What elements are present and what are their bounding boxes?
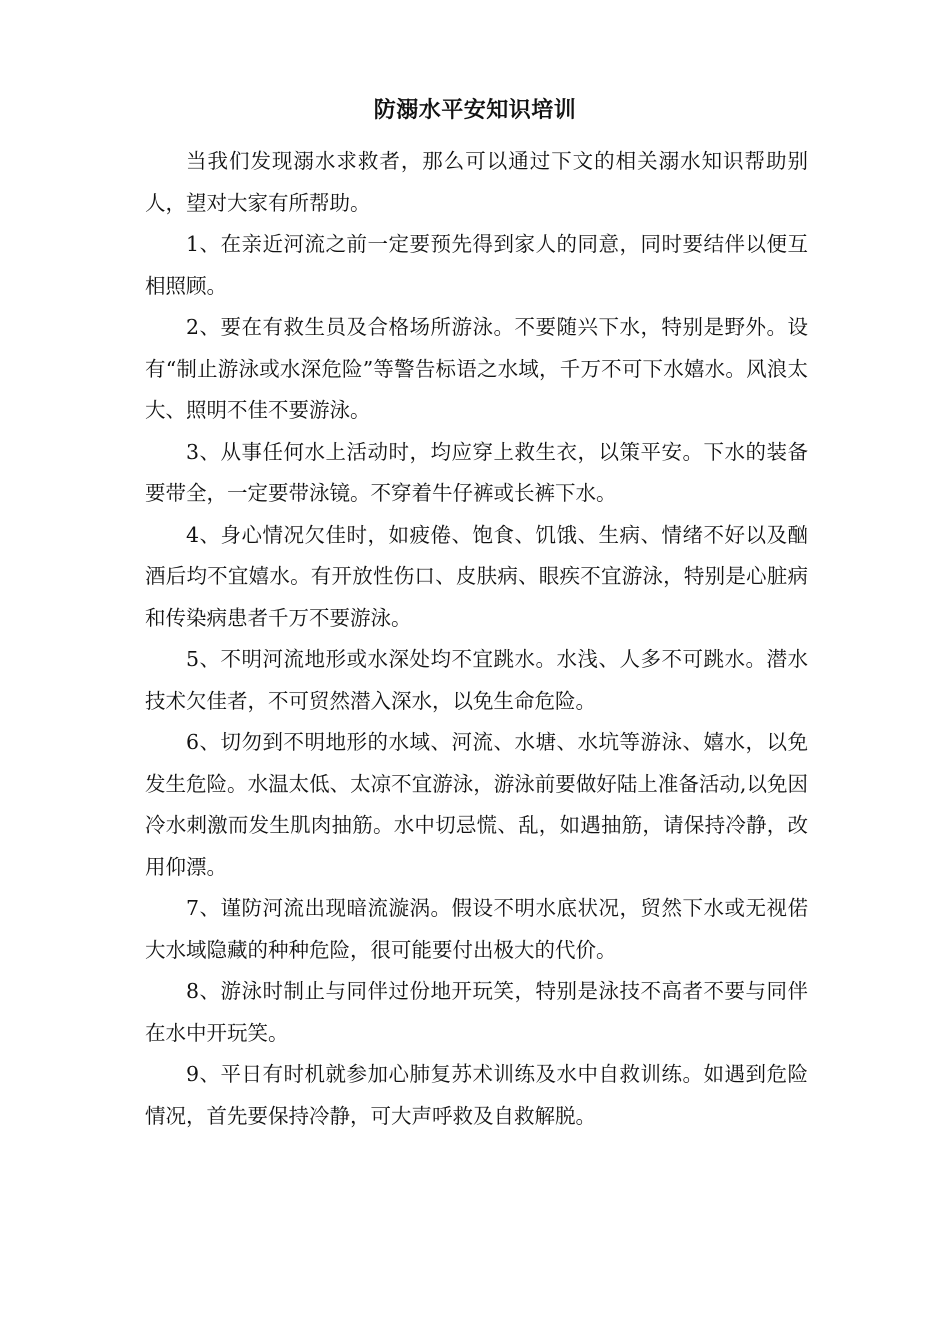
tip-paragraph-9: 9、平日有时机就参加心肺复苏术训练及水中自救训练。如遇到危险情况，首先要保持冷静，可大声呼救及自救解脱。 <box>145 1062 808 1128</box>
tip-paragraph-3: 3、从事任何水上活动时，均应穿上救生衣，以策平安。下水的装备要带全，一定要带泳镜。不穿着牛仔裤或长裤下水。 <box>145 439 808 505</box>
document-title: 防溺水平安知识培训 <box>373 97 577 123</box>
document-body <box>145 141 808 1137</box>
tip-paragraph-1: 1、在亲近河流之前一定要预先得到家人的同意，同时要结伴以便互相照顾。 <box>145 232 808 298</box>
tip-paragraph-6: 6、切勿到不明地形的水域、河流、水塘、水坑等游泳、嬉水，以免发生危险。水温太低、太凉不宜游泳，游泳前要做好陆上准备活动,以免因冷水刺激而发生肌肉抽筋。水中切忌慌、乱，如遇抽筋，请保持冷静，改用仰漂。 <box>145 730 808 879</box>
tip-paragraph-5: 5、不明河流地形或水深处均不宜跳水。水浅、人多不可跳水。潜水技术欠佳者，不可贸然潜入深水，以免生命危险。 <box>145 647 808 713</box>
tip-paragraph-2: 2、要在有救生员及合格场所游泳。不要随兴下水，特别是野外。设有“制止游泳或水深危险”等警告标语之水域，千万不可下水嬉水。风浪太大、照明不佳不要游泳。 <box>145 315 808 422</box>
intro-paragraph: 当我们发现溺水求救者，那么可以通过下文的相关溺水知识帮助别人，望对大家有所帮助。 <box>145 149 808 215</box>
tip-paragraph-7: 7、谨防河流出现暗流漩涡。假设不明水底状况，贸然下水或无视偌大水域隐藏的种种危险，很可能要付出极大的代价。 <box>145 896 808 962</box>
tip-paragraph-4: 4、身心情况欠佳时，如疲倦、饱食、饥饿、生病、情绪不好以及酗酒后均不宜嬉水。有开放性伤口、皮肤病、眼疾不宜游泳，特别是心脏病和传染病患者千万不要游泳。 <box>145 522 808 630</box>
tip-paragraph-8: 8、游泳时制止与同伴过份地开玩笑，特别是泳技不高者不要与同伴在水中开玩笑。 <box>145 979 808 1045</box>
